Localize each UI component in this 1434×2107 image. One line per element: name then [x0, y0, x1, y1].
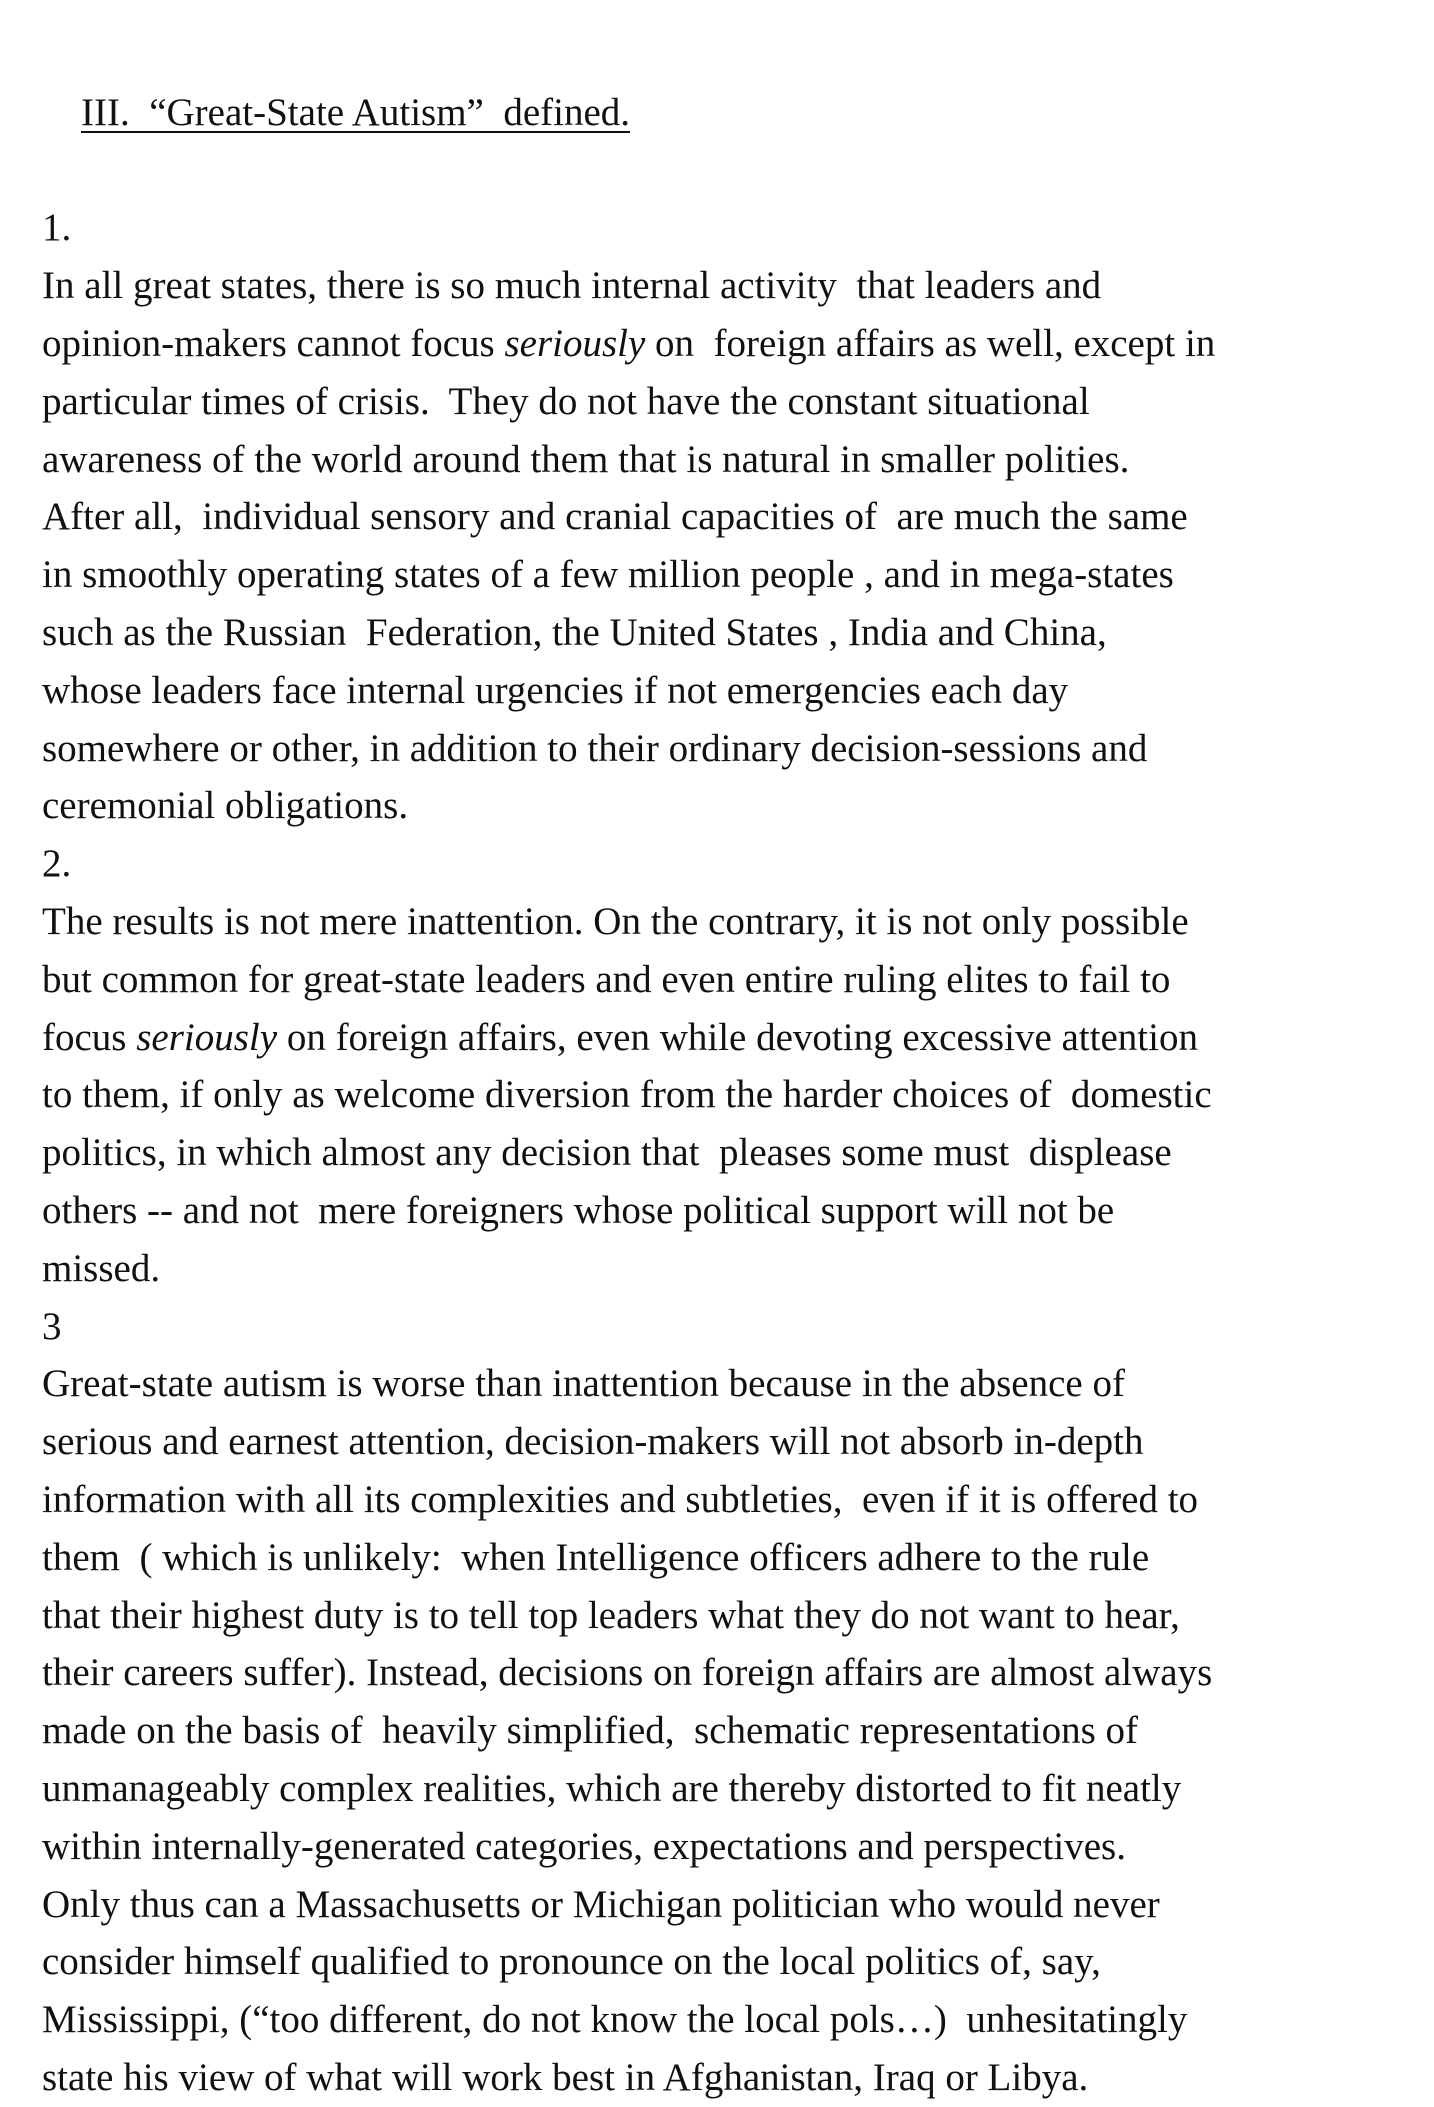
paragraph-line — [42, 1124, 1412, 1182]
paragraph-line — [42, 1818, 1412, 1876]
section-heading — [42, 26, 1412, 199]
paragraph-line — [42, 1471, 1412, 1529]
paragraph-line — [42, 1009, 1412, 1067]
paragraph-line — [42, 1876, 1412, 1934]
text-run: awareness of the world around them that is natural in smaller polities. — [42, 437, 1130, 481]
paragraph-line — [42, 1702, 1412, 1760]
paragraph-number: 2. — [42, 842, 72, 886]
text-run: opinion-makers cannot focus — [42, 321, 505, 365]
text-run: focus — [42, 1015, 137, 1059]
text-run: but common for great-state leaders and even entire ruling elites to fail to — [42, 957, 1171, 1001]
paragraph-section — [42, 1298, 1412, 2107]
paragraph-line — [42, 373, 1412, 431]
text-run: Mississippi, (“too different, do not know the local pols…) unhesitatingly — [42, 1998, 1188, 2042]
paragraph-line — [42, 1644, 1412, 1702]
paragraph-line — [42, 1529, 1412, 1587]
paragraph-line — [42, 720, 1412, 778]
text-run: that their highest duty is to tell top leaders what they do not want to hear, — [42, 1593, 1180, 1637]
paragraph-section — [42, 835, 1412, 1297]
paragraph-line — [42, 257, 1412, 315]
italic-text-run: seriously — [136, 1015, 278, 1059]
document-body — [42, 199, 1412, 2106]
text-run: missed. — [42, 1246, 161, 1290]
paragraph-line — [42, 1182, 1412, 1240]
paragraph-line — [42, 1413, 1412, 1471]
paragraph-line — [42, 893, 1412, 951]
text-run: unmanageably complex realities, which are thereby distorted to fit neatly — [42, 1766, 1182, 1810]
paragraph-line — [42, 546, 1412, 604]
paragraph-line — [42, 604, 1412, 662]
text-run: state his view of what will work best in Afghanistan, Iraq or Libya. — [42, 2055, 1089, 2099]
text-run: to them, if only as welcome diversion from the harder choices of domestic — [42, 1073, 1212, 1117]
text-run: politics, in which almost any decision that pleases some must displease — [42, 1131, 1172, 1175]
text-run: within internally-generated categories, expectations and perspectives. — [42, 1824, 1126, 1868]
paragraph-line — [42, 1355, 1412, 1413]
paragraph-line — [42, 1933, 1412, 1991]
text-run: made on the basis of heavily simplified, schematic representations of — [42, 1709, 1139, 1753]
paragraph-line — [42, 431, 1412, 489]
paragraph-line — [42, 1587, 1412, 1645]
text-run: their careers suffer). Instead, decisions on foreign affairs are almost always — [42, 1651, 1213, 1695]
paragraph-line — [42, 662, 1412, 720]
paragraph-number: 1. — [42, 206, 72, 250]
text-run: Great-state autism is worse than inattention because in the absence of — [42, 1362, 1125, 1406]
text-run: In all great states, there is so much internal activity that leaders and — [42, 264, 1102, 308]
paragraph-line — [42, 1760, 1412, 1818]
text-run: somewhere or other, in addition to their ordinary decision-sessions and — [42, 726, 1148, 770]
paragraph-number: 3 — [42, 1304, 62, 1348]
text-run: The results is not mere inattention. On the contrary, it is not only possible — [42, 899, 1189, 943]
italic-text-run: seriously — [504, 321, 646, 365]
text-run: on foreign affairs, even while devoting excessive attention — [277, 1015, 1198, 1059]
paragraph-line — [42, 488, 1412, 546]
paragraph-line — [42, 777, 1412, 835]
text-run: After all, individual sensory and cranial capacities of are much the same — [42, 495, 1188, 539]
paragraph-line — [42, 315, 1412, 373]
text-run: whose leaders face internal urgencies if not emergencies each day — [42, 668, 1069, 712]
document-page — [42, 26, 1412, 2107]
text-run: information with all its complexities and subtleties, even if it is offered to — [42, 1477, 1199, 1521]
text-run: particular times of crisis. They do not have the constant situational — [42, 379, 1090, 423]
section-heading-text: III. “Great-State Autism” defined. — [81, 90, 631, 134]
paragraph-line — [42, 2049, 1412, 2107]
text-run: such as the Russian Federation, the United States , India and China, — [42, 610, 1107, 654]
text-run: on foreign affairs as well, except in — [645, 321, 1216, 365]
paragraph-line — [42, 1240, 1412, 1298]
text-run: serious and earnest attention, decision-makers will not absorb in-depth — [42, 1420, 1144, 1464]
text-run: consider himself qualified to pronounce on the local politics of, say, — [42, 1940, 1101, 1984]
text-run: Only thus can a Massachusetts or Michigan politician who would never — [42, 1882, 1160, 1926]
paragraph-line — [42, 1991, 1412, 2049]
paragraph-line — [42, 951, 1412, 1009]
paragraph-line — [42, 1066, 1412, 1124]
text-run: in smoothly operating states of a few million people , and in mega-states — [42, 553, 1174, 597]
text-run: ceremonial obligations. — [42, 784, 409, 828]
text-run: them ( which is unlikely: when Intelligence officers adhere to the rule — [42, 1535, 1150, 1579]
text-run: others -- and not mere foreigners whose political support will not be — [42, 1188, 1115, 1232]
paragraph-section — [42, 199, 1412, 835]
